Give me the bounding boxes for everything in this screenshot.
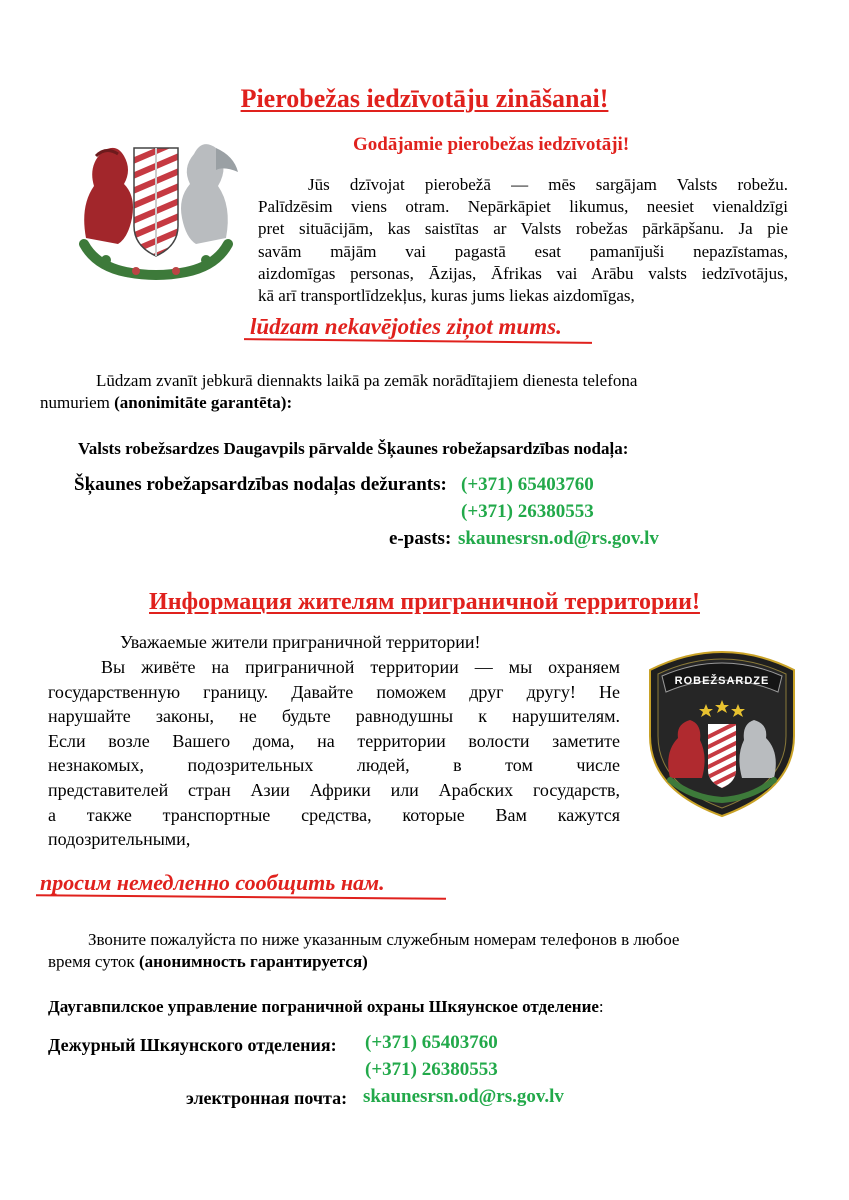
lv-duty-label: Šķaunes robežapsardzības nodaļas dežurants: [74,474,447,495]
ru-body-line: подозрительными, [48,829,191,850]
ru-urgent-request: просим немедленно сообщить нам. [40,870,385,895]
lv-title: Pierobežas iedzīvotāju zināšanai! [240,84,609,113]
ru-body-line: нарушайте законы, не будьте равнодушны к нарушителям. [48,706,620,727]
ru-email-label: электронная почта: [186,1088,348,1108]
ru-title: Информация жителям приграничной территории! [149,589,700,615]
ru-body-line: Если возле Вашего дома, на территории волости заметите [48,730,620,751]
ru-body [48,655,620,852]
lv-body-line: pret situācijām, kas saistītas ar Valsts robežas pārkāpšanu. Ja pie [258,219,788,239]
border-guard-badge [642,640,802,820]
lv-call-line2 [40,392,780,414]
ru-body-line: незнакомых, подозрительных людей, в том числе [48,755,620,776]
lv-email-label: e-pasts: [389,528,452,549]
lv-call-line1: Lūdzam zvanīt jebkurā diennakts laikā pa zemāk norādītajiem dienesta telefona [96,371,638,390]
ru-body-line: государственную границу. Давайте поможем друг другу! Не [48,681,620,702]
badge-text: ROBEŽSARDZE [674,675,770,687]
lv-body [258,174,788,307]
lv-call-prefix: numuriem [40,393,115,412]
ru-body-line: представителей стран Азии Африки или Арабских государств, [48,779,620,800]
lv-greeting: Godājamie pierobežas iedzīvotāji! [353,134,630,155]
ru-greeting: Уважаемые жители приграничной территории! [120,632,481,652]
ru-office [48,997,604,1017]
ru-call-prefix: время суток [48,952,139,971]
lv-office: Valsts robežsardzes Daugavpils pārvalde Šķaunes robežapsardzības nodaļa: [78,439,629,458]
lv-body-line: aizdomīgas personas, Āzijas, Āfrikas vai Arābu valsts iedzīvotājus, [258,263,788,283]
ru-email-link[interactable]: skaunesrsn.od@rs.gov.lv [363,1086,564,1107]
ru-phone-2[interactable]: (+371) 26380553 [365,1059,498,1080]
ru-body-line: а также транспортные средства, которые Вам кажутся [48,804,620,825]
lv-body-line: Jūs dzīvojat pierobežā — mēs sargājam Valsts robežu. [308,175,788,194]
lv-call-text [40,370,780,414]
ru-call-line1: Звоните пожалуйста по ниже указанным служебным номерам телефонов в любое [88,930,680,949]
lv-phone-1[interactable]: (+371) 65403760 [461,474,594,495]
ru-office-name: Даугавпилское управление пограничной охраны Шкяунское отделение [48,997,599,1016]
lv-body-line: kā arī transportlīdzekļus, kuras jums liekas aizdomīgas, [258,286,635,306]
lv-anonymity-note: (anonimitāte garantēta): [114,393,293,412]
ru-call-line2 [48,951,808,973]
latvia-coat-of-arms [66,126,246,286]
lv-phone-2[interactable]: (+371) 26380553 [461,501,594,522]
lv-body-line: Palīdzēsim viens otram. Nepārkāpiet likumus, neesiet vienaldzīgi [258,197,788,217]
ru-call-text [48,929,808,973]
lv-email-link[interactable]: skaunesrsn.od@rs.gov.lv [458,528,659,549]
ru-body-line: Вы живёте на приграничной территории — мы охраняем [101,657,620,677]
ru-anonymity-note: (анонимность гарантируется) [138,952,368,971]
ru-phone-1[interactable]: (+371) 65403760 [365,1032,498,1053]
ru-office-colon: : [598,997,604,1016]
lv-body-line: savām mājām vai pagastā esat pamanījuši nepazīstamas, [258,241,788,261]
lv-urgent-request: lūdzam nekavējoties ziņot mums. [250,314,562,339]
ru-duty-label: Дежурный Шкяунского отделения: [48,1035,337,1055]
